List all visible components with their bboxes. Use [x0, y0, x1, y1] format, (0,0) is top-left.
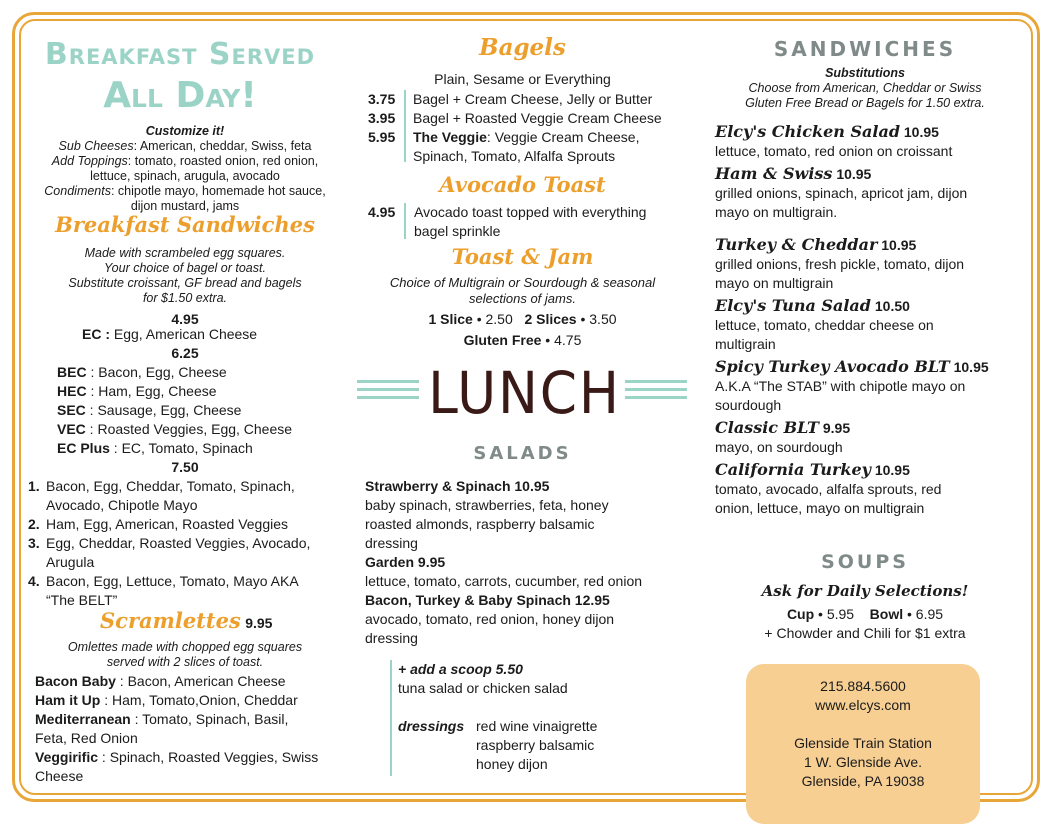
toast-title: Toast & Jam [451, 244, 594, 269]
contact-website: www.elcys.com [815, 697, 911, 713]
scramlette-item [35, 672, 318, 691]
bs-item-desc: : Ham, Egg, Cheese [86, 383, 217, 399]
sandwich-item [715, 122, 1025, 161]
lunch-title: LUNCH [428, 359, 621, 427]
bs-price2: 6.25 [171, 345, 199, 361]
soups-extra: + Chowder and Chili for $1 extra [764, 625, 966, 641]
bs-item-code: HEC [57, 383, 87, 399]
numbered-item-num: 1. [28, 478, 40, 494]
cup-price: • 5.95 [814, 606, 855, 622]
numbered-item-line1: Ham, Egg, American, Roasted Veggies [46, 516, 289, 532]
salad-name: Strawberry & Spinach 10.95 [365, 478, 550, 494]
salad-line: roasted almonds, raspberry balsamic [365, 516, 595, 532]
numbered-item-num: 3. [28, 535, 40, 551]
bs-item [57, 363, 292, 382]
numbered-item-line1: Bacon, Egg, Lettuce, Tomato, Mayo AKA [46, 573, 299, 589]
lunch-rule-left [357, 380, 419, 399]
dressings-label: dressings [398, 718, 465, 734]
sandwich-desc: grilled onions, spinach, apricot jam, dijon [715, 185, 968, 201]
bagel-desc: Bagel + Cream Cheese, Jelly or Butter [413, 91, 653, 107]
sandwiches-subs [700, 66, 1030, 111]
numbered-item [28, 572, 310, 591]
sandwich-price: 10.95 [953, 359, 989, 375]
salad-line: avocado, tomato, red onion, honey dijon [365, 611, 615, 627]
scramlette-desc: : Spinach, Roasted Veggies, Swiss [98, 749, 319, 765]
bowl-price: • 6.95 [903, 606, 944, 622]
salad-name: Bacon, Turkey & Baby Spinach 12.95 [365, 592, 610, 608]
scramlette-name: Mediterranean [35, 711, 131, 727]
customize-block [20, 124, 350, 214]
slice1-price: • 2.50 [472, 311, 513, 327]
bagel-item [368, 128, 662, 147]
numbered-item [28, 477, 310, 496]
contact-phone: 215.884.5600 [820, 678, 906, 694]
sub-cheeses-text: : American, cheddar, Swiss, feta [133, 139, 312, 153]
scramlette-desc2: Feta, Red Onion [35, 730, 138, 746]
scramlette-desc: : Tomato, Spinach, Basil, [130, 711, 289, 727]
veggie-desc1: : Veggie Cream Cheese, [486, 129, 640, 145]
soups-title: SOUPS [821, 551, 909, 573]
bs-item-code: VEC [57, 421, 86, 437]
sandwich-name: Turkey & Cheddar [715, 235, 878, 254]
salad-extras [398, 660, 568, 698]
lunch-rule-right [625, 380, 687, 399]
sandwich-name: Elcy's Chicken Salad [715, 122, 900, 141]
veggie-name: The Veggie [413, 129, 487, 145]
numbered-item-num: 4. [28, 573, 40, 589]
sandwich-item [715, 418, 1025, 457]
gf-price: • 4.75 [541, 332, 582, 348]
bs-item-desc: : Bacon, Egg, Cheese [86, 364, 227, 380]
scramlettes-price: 9.95 [245, 615, 273, 631]
bs-items-list [57, 363, 292, 458]
scoop-title: + add a scoop 5.50 [398, 661, 523, 677]
add-toppings-label: Add Toppings [51, 154, 128, 168]
bs-item-code: SEC [57, 402, 86, 418]
bs-numbered-list [28, 477, 310, 610]
subs-line2: Gluten Free Bread or Bagels for 1.50 extra. [745, 96, 985, 110]
sandwich-item [715, 357, 1025, 415]
customize-title: Customize it! [145, 124, 225, 138]
numbered-item-num: 2. [28, 516, 40, 532]
scramlette-item [35, 748, 318, 767]
sandwich-price: 9.95 [822, 420, 851, 436]
numbered-item-line2: “The BELT” [46, 592, 118, 608]
contact-info [746, 677, 980, 791]
bs-note1: Made with scrambeled egg squares. [84, 246, 286, 260]
scramlette-name: Veggirific [35, 749, 99, 765]
bagel-price: 5.95 [368, 129, 396, 145]
avocado-item [368, 203, 646, 241]
scoop-desc: tuna salad or chicken salad [398, 680, 568, 696]
soups-tagline: Ask for Daily Selections! [761, 582, 969, 600]
scramlettes-note1: Omlettes made with chopped egg squares [67, 640, 303, 654]
salad-name: Garden 9.95 [365, 554, 446, 570]
bagels-list [368, 90, 662, 166]
sandwich-name: California Turkey [715, 460, 871, 479]
bs-note4: for $1.50 extra. [142, 291, 228, 305]
breakfast-sandwiches-title: Breakfast Sandwiches [55, 212, 315, 237]
scramlette-name: Bacon Baby [35, 673, 116, 689]
bagel-price: 3.95 [368, 110, 396, 126]
avocado-price: 4.95 [368, 204, 396, 220]
bs-ec-code: EC : [82, 326, 110, 342]
bowl-label: Bowl [869, 606, 904, 622]
sandwich-desc: A.K.A “The STAB” with chipotle mayo on [715, 378, 966, 394]
bagel-item [368, 109, 662, 128]
sandwiches-list [715, 122, 1025, 518]
sandwich-desc: mayo, on sourdough [715, 439, 843, 455]
bs-item [57, 439, 292, 458]
sandwich-name: Ham & Swiss [715, 164, 833, 183]
bs-item [57, 420, 292, 439]
sandwich-desc: multigrain [715, 336, 776, 352]
subs-title: Substitutions [825, 66, 905, 80]
sandwich-name: Elcy's Tuna Salad [715, 296, 871, 315]
condiments-text2: dijon mustard, jams [130, 199, 240, 213]
scramlettes-title: Scramlettes [100, 608, 241, 633]
bs-item-code: EC Plus [57, 440, 110, 456]
scramlette-desc2: Cheese [35, 768, 84, 784]
sandwich-desc: onion, lettuce, mayo on multigrain [715, 500, 925, 516]
sandwich-desc: lettuce, tomato, red onion on croissant [715, 143, 953, 159]
scramlettes-heading [100, 608, 272, 633]
bagels-intro: Plain, Sesame or Everything [434, 71, 611, 87]
numbered-item-line1: Bacon, Egg, Cheddar, Tomato, Spinach, [46, 478, 295, 494]
salad-line: lettuce, tomato, carrots, cucumber, red onion [365, 573, 643, 589]
avocado-desc2: bagel sprinkle [414, 223, 501, 239]
bagels-title: Bagels [479, 34, 566, 61]
bs-price1: 4.95 [171, 311, 199, 327]
add-toppings-text2: lettuce, spinach, arugula, avocado [90, 169, 280, 183]
sub-cheeses-label: Sub Cheeses [58, 139, 134, 153]
toast-slices [355, 310, 690, 329]
salad-extras-divider [390, 660, 392, 776]
condiments-label: Condiments [44, 184, 111, 198]
bs-price3: 7.50 [171, 459, 199, 475]
numbered-item-line1: Egg, Cheddar, Roasted Veggies, Avocado, [46, 535, 311, 551]
sandwich-price: 10.95 [881, 237, 917, 253]
veggie-desc2: Spinach, Tomato, Alfalfa Sprouts [413, 148, 616, 164]
salad-line: baby spinach, strawberries, feta, honey [365, 497, 609, 513]
numbered-item [28, 515, 310, 534]
dressing-item: honey dijon [476, 756, 548, 772]
slice2-price: • 3.50 [576, 311, 617, 327]
dressing-item: red wine vinaigrette [476, 718, 598, 734]
sandwich-desc: sourdough [715, 397, 782, 413]
bs-ec-item [82, 325, 257, 344]
salad-line: dressing [365, 630, 418, 646]
slice2-label: 2 Slices [524, 311, 577, 327]
soups-prices [700, 605, 1030, 624]
scramlettes-notes [20, 640, 350, 670]
bs-item-desc: : Roasted Veggies, Egg, Cheese [85, 421, 293, 437]
avocado-title: Avocado Toast [439, 172, 606, 197]
bs-note3: Substitute croissant, GF bread and bagels [68, 276, 302, 290]
scramlette-item [35, 710, 318, 729]
sandwich-name: Spicy Turkey Avocado BLT [715, 357, 950, 376]
sandwich-item [715, 235, 1025, 293]
toast-note2: selections of jams. [469, 291, 576, 306]
scramlette-desc: : Ham, Tomato,Onion, Cheddar [100, 692, 298, 708]
sandwich-name: Classic BLT [715, 418, 819, 437]
sandwich-desc: tomato, avocado, alfalfa sprouts, red [715, 481, 942, 497]
sandwich-desc: lettuce, tomato, cheddar cheese on [715, 317, 934, 333]
numbered-item-line2: Avocado, Chipotle Mayo [46, 497, 198, 513]
sandwich-desc: grilled onions, fresh pickle, tomato, dijon [715, 256, 965, 272]
sandwich-item [715, 296, 1025, 354]
scramlettes-list [35, 672, 318, 786]
sandwich-item [715, 460, 1025, 518]
toast-notes [355, 275, 690, 307]
numbered-item-line2: Arugula [46, 554, 95, 570]
condiments-text1: : chipotle mayo, homemade hot sauce, [110, 184, 326, 198]
scramlettes-note2: served with 2 slices of toast. [106, 655, 264, 669]
add-toppings-text1: : tomato, roasted onion, red onion, [127, 154, 319, 168]
breakfast-title-line2: All Day! [103, 75, 257, 116]
dressings-list [476, 717, 597, 774]
bs-ec-desc: Egg, American Cheese [110, 326, 258, 342]
bs-item-desc: : EC, Tomato, Spinach [109, 440, 253, 456]
subs-line1: Choose from American, Cheddar or Swiss [748, 81, 982, 95]
breakfast-title-line1: Breakfast Served [44, 37, 316, 72]
toast-note1: Choice of Multigrain or Sourdough & seasonal [389, 275, 656, 290]
bagel-item [368, 90, 662, 109]
bagel-price: 3.75 [368, 91, 396, 107]
bs-item-code: BEC [57, 364, 87, 380]
bs-note2: Your choice of bagel or toast. [104, 261, 266, 275]
numbered-item [28, 534, 310, 553]
contact-street: 1 W. Glenside Ave. [803, 754, 923, 770]
sandwich-price: 10.50 [874, 298, 910, 314]
salads-title: SALADS [473, 443, 572, 464]
sandwich-price: 10.95 [836, 166, 872, 182]
bs-item-desc: : Sausage, Egg, Cheese [85, 402, 242, 418]
contact-location: Glenside Train Station [794, 735, 932, 751]
sandwiches-title: SANDWICHES [773, 37, 957, 61]
gf-label: Gluten Free [463, 332, 542, 348]
scramlette-desc: : Bacon, American Cheese [115, 673, 286, 689]
dressing-item: raspberry balsamic [476, 737, 595, 753]
bs-item [57, 382, 292, 401]
sandwich-desc: mayo on multigrain [715, 275, 834, 291]
cup-label: Cup [786, 606, 815, 622]
bs-item [57, 401, 292, 420]
sandwich-item [715, 164, 1025, 222]
toast-gf [355, 331, 690, 350]
salads-list [365, 477, 642, 648]
scramlette-name: Ham it Up [35, 692, 101, 708]
sandwich-desc: mayo on multigrain. [715, 204, 838, 220]
salad-line: dressing [365, 535, 418, 551]
bagel-desc: Bagel + Roasted Veggie Cream Cheese [413, 110, 662, 126]
contact-city: Glenside, PA 19038 [801, 773, 925, 789]
scramlette-item [35, 691, 318, 710]
slice1-label: 1 Slice [428, 311, 473, 327]
sandwich-price: 10.95 [903, 124, 939, 140]
breakfast-sandwiches-notes [20, 246, 350, 306]
sandwich-price: 10.95 [874, 462, 910, 478]
avocado-desc1: Avocado toast topped with everything [414, 204, 647, 220]
